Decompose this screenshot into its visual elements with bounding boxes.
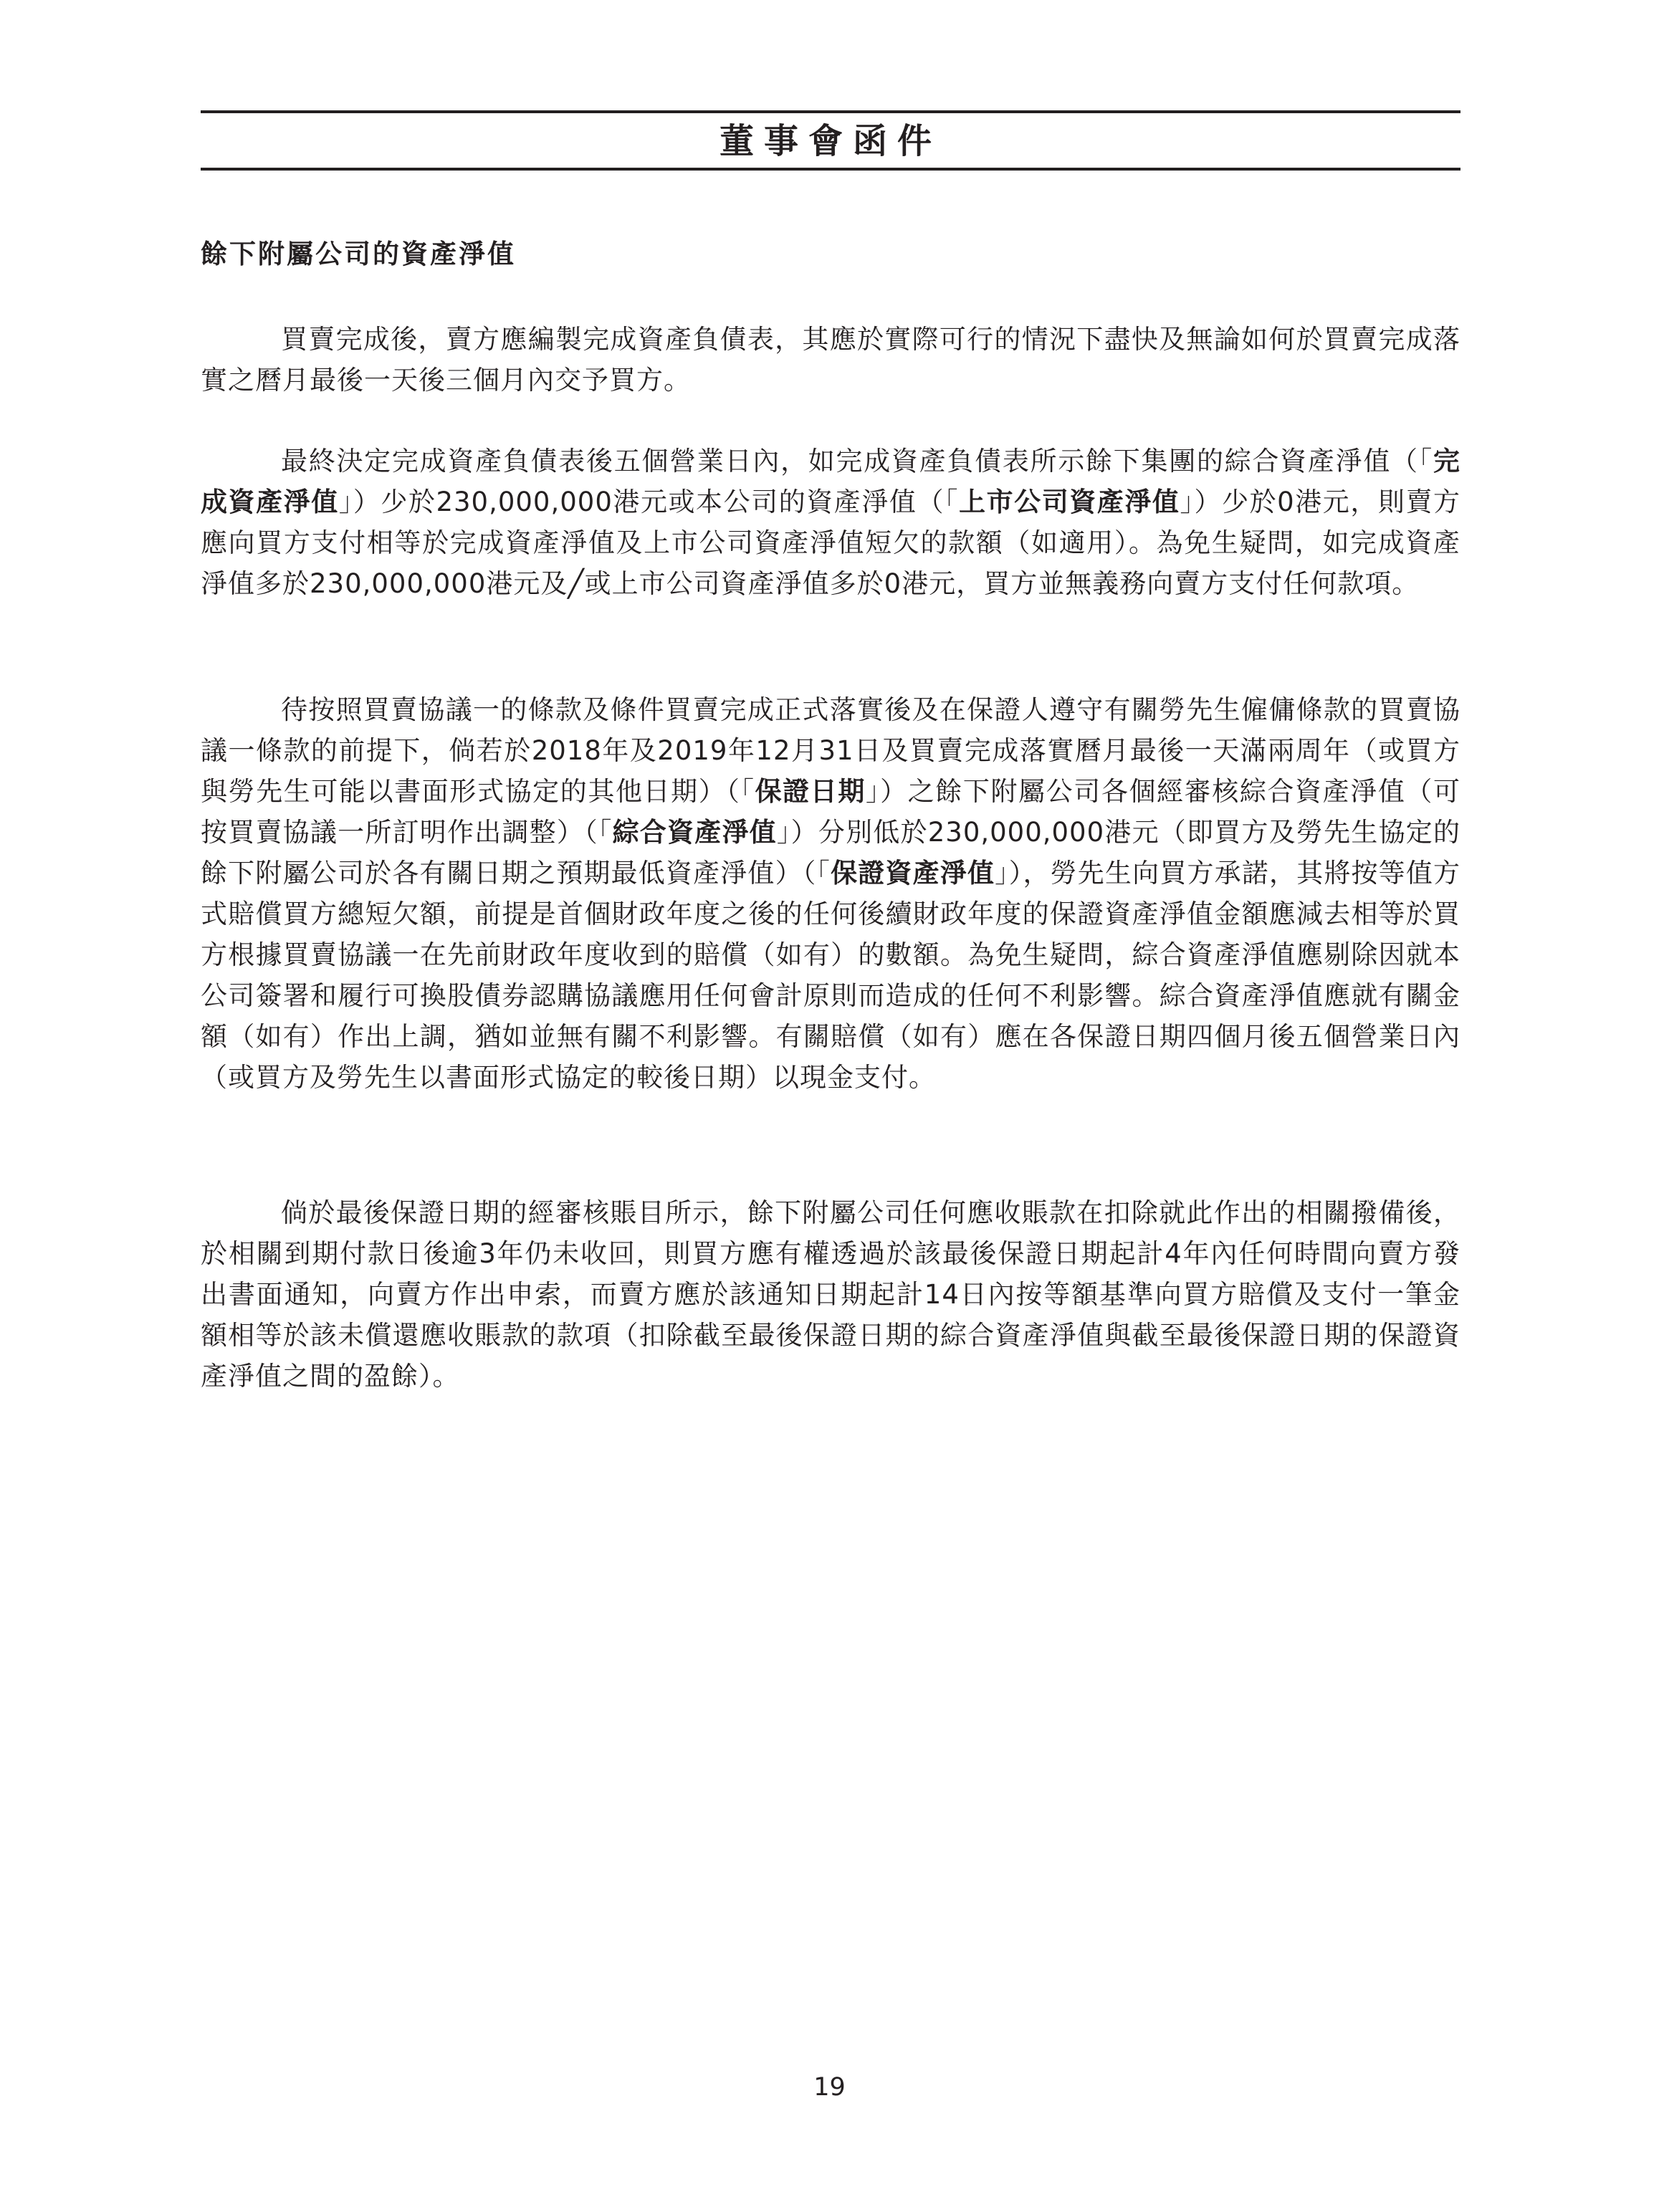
paragraph-4-text: 倘於最後保證日期的經審核賬目所示，餘下附屬公司任何應收賬款在扣除就此作出的相關撥備後，於相關到期付款日後逾3年仍未收回，則買方應有權透過於該最後保證日期起計4年內任何時間向賣方發出書面通知，向賣方作出申索，而賣方應於該通知日期起計14日內按等額基準向買方賠償及支付一筆金額相等於該未償還應收賬款的款項（扣除截至最後保證日期的綜合資產淨值與截至最後保證日期的保證資產淨值之間的盈餘）。 [201, 1197, 1460, 1392]
defined-term-guarantee-date: 保證日期 [755, 776, 866, 807]
defined-term-consolidated-nav: 綜合資產淨值 [612, 817, 777, 848]
paragraph-3-text-2: 」）之餘下附屬公司各個經審核綜合資產淨值（可按買賣協議一所訂明作出調整）（「 [201, 776, 1461, 848]
page-number: 19 [813, 2073, 846, 2102]
paragraph-3 [201, 689, 1460, 1098]
header-rule-bottom [201, 168, 1460, 171]
paragraph-1-text: 買賣完成後，賣方應編製完成資產負債表，其應於實際可行的情況下盡快及無論如何於買賣完成落實之曆月最後一天後三個月內交予買方。 [201, 324, 1460, 396]
paragraph-2-text-1: 最終決定完成資產負債表後五個營業日內，如完成資產負債表所示餘下集團的綜合資產淨值（「 [281, 446, 1433, 477]
paragraph-2 [201, 441, 1460, 604]
header-rule-top [201, 110, 1460, 113]
paragraph-2-text-2: 」）少於230,000,000港元或本公司的資產淨值（「 [338, 487, 960, 517]
page-header-title: 董事會函件 [719, 121, 942, 161]
paragraph-3-text-1: 待按照買賣協議一的條款及條件買賣完成正式落實後及在保證人遵守有關勞先生僱傭條款的買賣協議一條款的前提下，倘若於2018年及2019年12月31日及買賣完成落實曆月最後一天滿兩周年（或買方與勞先生可能以書面形式協定的其他日期）（「 [201, 694, 1460, 807]
paragraph-3-text-3: 」）分別低於230,000,000港元（即買方及勞先生協定的餘下附屬公司於各有關日期之預期最低資產淨值）（「 [201, 817, 1461, 889]
defined-term-completion-nav: 完成資產淨值 [201, 446, 1460, 517]
section-heading: 餘下附屬公司的資產淨值 [201, 239, 516, 269]
defined-term-guaranteed-nav: 保證資產淨值 [831, 858, 995, 889]
paragraph-1 [201, 319, 1460, 401]
paragraph-3-text-4: 」），勞先生向買方承諾，其將按等值方式賠償買方總短欠額，前提是首個財政年度之後的任何後續財政年度的保證資產淨值金額應減去相等於買方根據買賣協議一在先前財政年度收到的賠償（如有）的數額。為免生疑問，綜合資產淨值應剔除因就本公司簽署和履行可換股債券認購協議應用任何會計原則而造成的任何不利影響。綜合資產淨值應就有關金額（如有）作出上調，猶如並無有關不利影響。有關賠償（如有）應在各保證日期四個月後五個營業日內（或買方及勞先生以書面形式協定的較後日期）以現金支付。 [201, 858, 1461, 1093]
defined-term-listed-company-nav: 上市公司資產淨值 [959, 487, 1180, 517]
paragraph-2-text-3: 」）少於0港元，則賣方應向買方支付相等於完成資產淨值及上市公司資產淨值短欠的款額（如適用）。為免生疑問，如完成資產淨值多於230,000,000港元及╱或上市公司資產淨值多於0港元，買方並無義務向賣方支付任何款項。 [201, 487, 1461, 599]
paragraph-4 [201, 1192, 1460, 1397]
